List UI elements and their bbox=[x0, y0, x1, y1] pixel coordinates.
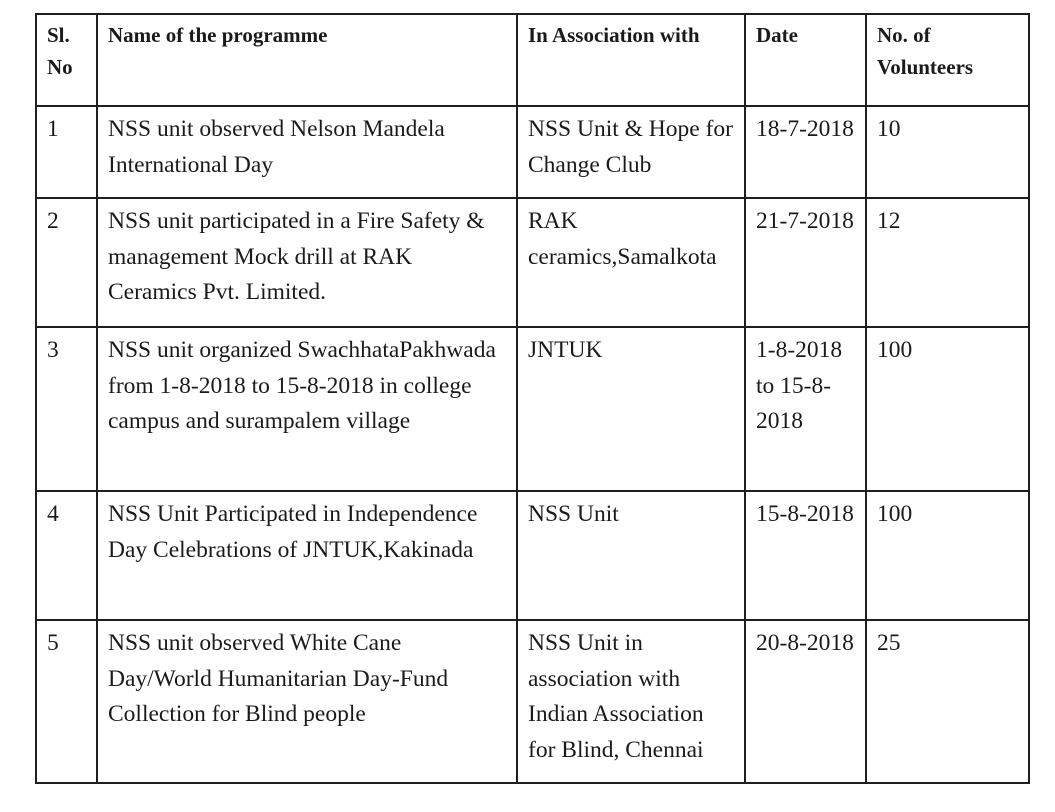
cell-programme: NSS unit participated in a Fire Safety & management Mock drill at RAK Ceramics Pvt. Limited. bbox=[97, 198, 517, 327]
header-association: In Association with bbox=[517, 14, 745, 106]
cell-programme: NSS unit observed White Cane Day/World Humanitarian Day-Fund Collection for Blind people bbox=[97, 620, 517, 783]
cell-association: RAK ceramics,Samalkota bbox=[517, 198, 745, 327]
cell-association: NSS Unit in association with Indian Association for Blind, Chennai bbox=[517, 620, 745, 783]
table-row bbox=[36, 198, 1029, 327]
table-row bbox=[36, 491, 1029, 620]
header-volunteers: No. of Volunteers bbox=[866, 14, 1029, 106]
table-row bbox=[36, 620, 1029, 783]
cell-association: NSS Unit & Hope for Change Club bbox=[517, 106, 745, 198]
cell-sl-no: 4 bbox=[36, 491, 97, 620]
cell-association: NSS Unit bbox=[517, 491, 745, 620]
table-row bbox=[36, 327, 1029, 491]
cell-date: 18-7-2018 bbox=[745, 106, 866, 198]
cell-sl-no: 5 bbox=[36, 620, 97, 783]
cell-volunteers: 100 bbox=[866, 491, 1029, 620]
cell-date: 21-7-2018 bbox=[745, 198, 866, 327]
cell-volunteers: 100 bbox=[866, 327, 1029, 491]
cell-volunteers: 12 bbox=[866, 198, 1029, 327]
cell-sl-no: 1 bbox=[36, 106, 97, 198]
header-sl-no: Sl. No bbox=[36, 14, 97, 106]
cell-programme: NSS unit organized SwachhataPakhwada from 1-8-2018 to 15-8-2018 in college campus and surampalem village bbox=[97, 327, 517, 491]
cell-date: 20-8-2018 bbox=[745, 620, 866, 783]
cell-programme: NSS Unit Participated in Independence Day Celebrations of JNTUK,Kakinada bbox=[97, 491, 517, 620]
cell-date: 15-8-2018 bbox=[745, 491, 866, 620]
cell-date: 1-8-2018 to 15-8-2018 bbox=[745, 327, 866, 491]
cell-programme: NSS unit observed Nelson Mandela International Day bbox=[97, 106, 517, 198]
programmes-table bbox=[35, 13, 1030, 784]
cell-sl-no: 3 bbox=[36, 327, 97, 491]
cell-volunteers: 25 bbox=[866, 620, 1029, 783]
cell-association: JNTUK bbox=[517, 327, 745, 491]
cell-volunteers: 10 bbox=[866, 106, 1029, 198]
cell-sl-no: 2 bbox=[36, 198, 97, 327]
header-date: Date bbox=[745, 14, 866, 106]
header-programme: Name of the programme bbox=[97, 14, 517, 106]
table-row bbox=[36, 106, 1029, 198]
table-header-row bbox=[36, 14, 1029, 106]
